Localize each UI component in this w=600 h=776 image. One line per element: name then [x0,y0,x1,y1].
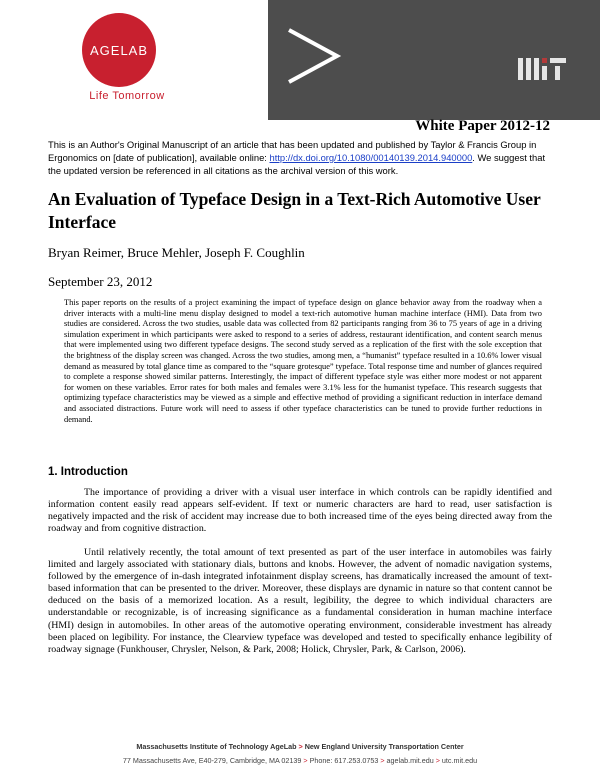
footer-organizations [0,742,600,751]
footer-phone: Phone: 617.253.0753 [309,756,379,765]
doi-link[interactable]: http://dx.doi.org/10.1080/00140139.2014.940000 [269,152,473,163]
chevron-right-icon [283,26,343,86]
paragraph-text: The importance of providing a driver with a visual user interface in which controls can be rapidly identified and information content easily read appears self-evident. If text or numeric characters are hard to read, user satisfaction is negatively impacted and the risk of accident may increase due to both increased time of the eyes being directed away from the roadway and from cognitive distraction. [48,487,552,535]
footer-site-utc[interactable]: utc.mit.edu [441,756,478,765]
footer-contact [0,756,600,765]
intro-paragraph-1 [48,487,552,535]
banner-left-panel [0,0,268,120]
manuscript-notice [48,138,558,177]
white-paper-number: White Paper 2012-12 [415,118,550,134]
footer-org-agelab: Massachusetts Institute of Technology AgeLab [136,742,297,751]
footer-separator: > [303,756,308,765]
intro-paragraph-2 [48,547,552,656]
abstract: This paper reports on the results of a project examining the impact of typeface design on glance behavior away from the roadway when a driver interacts with a multi-line menu display designed to model a text-rich automotive human machine interface (HMI). Data from two studies are considered. Across the two studies, usable data was collected from 82 participants ranging from 36 to 75 years of age in a driving simulation experiment in which participants were asked to respond to a series of address, restaurant identification, and content search menus that were implemented using two different typeface designs. The second study served as a replication of the first with the sole exception that the brightness of the display screen was changed. Across the two studies, among men, a “humanist” typeface resulted in a 10.6% lower visual demand as measured by total glance time as compared to the “square grotesque” typeface. Total response time and number of glances required to complete a response showed similar patterns. Interestingly, the impact of different typeface style was either more modest or not apparent for women on these variables. Error rates for both males and females were 3.1% less for the humanist typeface. This research suggests that optimizing typeface characteristics may be viewed as a simple and effective method of providing a significant reduction in interface demand and associated distractions. Future work will need to assess if other typeface characteristics can be tuned to provide further reductions in demand. [64,298,542,424]
notice-text-before: This is an Author's Original Manuscript of an article that has been updated and published by Taylor & Francis Group in Ergonomics on [date of publication], available online: [48,139,537,163]
footer-site-agelab[interactable]: agelab.mit.edu [386,756,434,765]
footer-org-utc: New England University Transportation Center [304,742,464,751]
tagline: Life Tomorrow [89,90,165,102]
agelab-logo [82,13,156,87]
notice-text-after: . We suggest that the updated version be referenced in all citations as the archival version of this work. [48,152,546,176]
footer-separator: > [435,756,440,765]
authors: Bryan Reimer, Bruce Mehler, Joseph F. Coughlin [48,245,305,260]
mit-logo [518,58,566,80]
footer-separator: > [298,742,303,751]
agelab-logo-text: AGELAB [89,42,149,58]
paper-title: An Evaluation of Typeface Design in a Text-Rich Automotive User Interface [48,189,541,232]
paragraph-text: Until relatively recently, the total amount of text presented as part of the user interface in automobiles was fairly limited and largely associated with stationary dials, buttons and knobs. However, the advent of nomadic navigation systems, followed by the emergence of in-dash integrated infotainment display screens, has dramatically increased the amount of text-based information that can be presented to the driver. Moreover, these displays are dynamic in nature so that content cannot be deduced on the basis of a memorized location. As a result, legibility, the degree to which individual characters are understandable or recognizable, is of increasing significance as a fundamental consideration in human machine interface (HMI) design in automobiles. In other areas of the automotive operating environment, considerable investment has already been placed on legibility. For instance, the Clearview typeface was developed and tested to specifically enhance legibility of roadway signage (Funkhouser, Chrysler, Nelson, & Park, 2008; Holick, Chrysler, Park, & Carlson, 2006). [48,547,552,655]
publication-date: September 23, 2012 [48,274,153,289]
header-banner [0,0,600,120]
footer-separator: > [380,756,385,765]
footer-address: 77 Massachusetts Ave, E40-279, Cambridge, MA 02139 [122,756,302,765]
section-heading-introduction: 1. Introduction [48,466,128,478]
